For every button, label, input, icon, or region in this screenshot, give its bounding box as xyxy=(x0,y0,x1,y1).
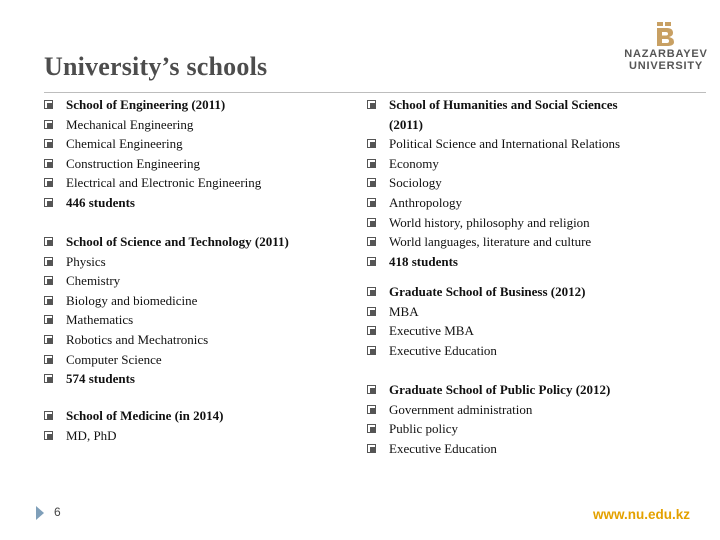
list-item-text: Graduate School of Business (2012) xyxy=(389,284,586,299)
list-item-text: Chemical Engineering xyxy=(66,136,183,152)
list-item xyxy=(367,252,652,272)
list-item xyxy=(44,173,344,193)
square-bullet-icon xyxy=(44,411,53,420)
university-logo xyxy=(620,22,712,72)
website-link[interactable]: www.nu.edu.kz xyxy=(592,507,690,522)
list-item-text: Executive MBA xyxy=(389,323,474,339)
square-bullet-icon xyxy=(44,315,53,324)
page-number: 6 xyxy=(54,505,61,519)
square-bullet-icon xyxy=(367,405,376,414)
list-item-text: Mathematics xyxy=(66,312,134,328)
list-item-text: World languages, literature and culture xyxy=(389,234,592,250)
square-bullet-icon xyxy=(44,178,53,187)
logo-line-1: NAZARBAYEV xyxy=(624,48,708,60)
list-item xyxy=(44,310,344,330)
list-item xyxy=(44,426,344,446)
list-item-text: Executive Education xyxy=(389,440,497,456)
list-item xyxy=(44,115,344,135)
list-item-text: Mechanical Engineering xyxy=(66,116,194,132)
list-item-text: Public policy xyxy=(389,421,458,437)
list-item xyxy=(44,232,344,252)
list-item xyxy=(367,193,652,213)
list-item xyxy=(44,369,344,389)
list-item-text: Sociology xyxy=(389,175,442,191)
square-bullet-icon xyxy=(44,374,53,383)
list-item-text: Physics xyxy=(66,253,106,269)
list-item xyxy=(367,341,652,361)
list-item-text: Construction Engineering xyxy=(66,155,200,171)
square-bullet-icon xyxy=(44,276,53,285)
square-bullet-icon xyxy=(367,237,376,246)
school-of-engineering-list xyxy=(44,95,344,213)
school-of-humanities-list xyxy=(367,95,652,271)
list-item xyxy=(367,380,652,400)
list-item-text: Anthropology xyxy=(389,194,462,210)
list-item xyxy=(44,330,344,350)
square-bullet-icon xyxy=(367,307,376,316)
list-item xyxy=(44,350,344,370)
square-bullet-icon xyxy=(44,198,53,207)
list-item xyxy=(44,291,344,311)
list-item-text: 446 students xyxy=(66,194,135,210)
square-bullet-icon xyxy=(44,431,53,440)
square-bullet-icon xyxy=(44,335,53,344)
footer-arrow-icon xyxy=(36,506,44,520)
square-bullet-icon xyxy=(44,355,53,364)
list-item-text: 574 students xyxy=(66,371,135,387)
slide-title: University’s schools xyxy=(44,52,268,81)
square-bullet-icon xyxy=(367,218,376,227)
list-item-text: MD, PhD xyxy=(66,427,117,443)
square-bullet-icon xyxy=(367,424,376,433)
logo-line-2: UNIVERSITY xyxy=(628,60,703,72)
square-bullet-icon xyxy=(367,444,376,453)
square-bullet-icon xyxy=(367,139,376,148)
school-of-business-list xyxy=(367,282,652,360)
square-bullet-icon xyxy=(367,287,376,296)
list-item-text: Executive Education xyxy=(389,342,497,358)
square-bullet-icon xyxy=(367,385,376,394)
list-item xyxy=(44,154,344,174)
list-item xyxy=(44,406,344,426)
list-item-text: Chemistry xyxy=(66,273,121,289)
square-bullet-icon xyxy=(44,159,53,168)
list-item xyxy=(367,95,652,134)
list-item-text: World history, philosophy and religion xyxy=(389,214,590,230)
square-bullet-icon xyxy=(44,237,53,246)
list-item xyxy=(367,282,652,302)
square-bullet-icon xyxy=(367,326,376,335)
square-bullet-icon xyxy=(367,346,376,355)
university-emblem-icon xyxy=(655,22,677,46)
list-item xyxy=(44,193,344,213)
list-item-text: Economy xyxy=(389,155,439,171)
list-item xyxy=(367,213,652,233)
square-bullet-icon xyxy=(44,139,53,148)
list-item xyxy=(367,134,652,154)
square-bullet-icon xyxy=(44,120,53,129)
school-of-public-policy-list xyxy=(367,380,652,458)
square-bullet-icon xyxy=(367,198,376,207)
square-bullet-icon xyxy=(44,257,53,266)
school-of-science-list xyxy=(44,232,344,389)
title-divider xyxy=(44,92,706,93)
list-item-text: Biology and biomedicine xyxy=(66,292,198,308)
list-item-text: Graduate School of Public Policy (2012) xyxy=(389,382,611,397)
list-item-text: 418 students xyxy=(389,253,458,269)
list-item-text: School of Science and Technology (2011) xyxy=(66,234,289,249)
square-bullet-icon xyxy=(44,100,53,109)
list-item xyxy=(367,419,652,439)
list-item-text: School of Humanities and Social Sciences (2011) xyxy=(389,97,618,132)
list-item-text: Computer Science xyxy=(66,351,162,367)
list-item-text: School of Engineering (2011) xyxy=(66,97,226,112)
square-bullet-icon xyxy=(367,178,376,187)
list-item xyxy=(367,232,652,252)
list-item xyxy=(44,252,344,272)
list-item-text: MBA xyxy=(389,303,419,319)
list-item xyxy=(44,134,344,154)
school-of-medicine-list xyxy=(44,406,344,445)
square-bullet-icon xyxy=(367,257,376,266)
list-item xyxy=(367,439,652,459)
list-item-text: Political Science and International Relations xyxy=(389,136,621,152)
list-item xyxy=(367,154,652,174)
square-bullet-icon xyxy=(367,159,376,168)
list-item xyxy=(367,321,652,341)
list-item xyxy=(367,302,652,322)
list-item xyxy=(367,400,652,420)
list-item xyxy=(44,271,344,291)
list-item-text: School of Medicine (in 2014) xyxy=(66,408,224,423)
square-bullet-icon xyxy=(44,296,53,305)
list-item-text: Electrical and Electronic Engineering xyxy=(66,175,262,191)
square-bullet-icon xyxy=(367,100,376,109)
list-item xyxy=(367,173,652,193)
list-item-text: Robotics and Mechatronics xyxy=(66,331,209,347)
list-item-text: Government administration xyxy=(389,401,533,417)
list-item xyxy=(44,95,344,115)
